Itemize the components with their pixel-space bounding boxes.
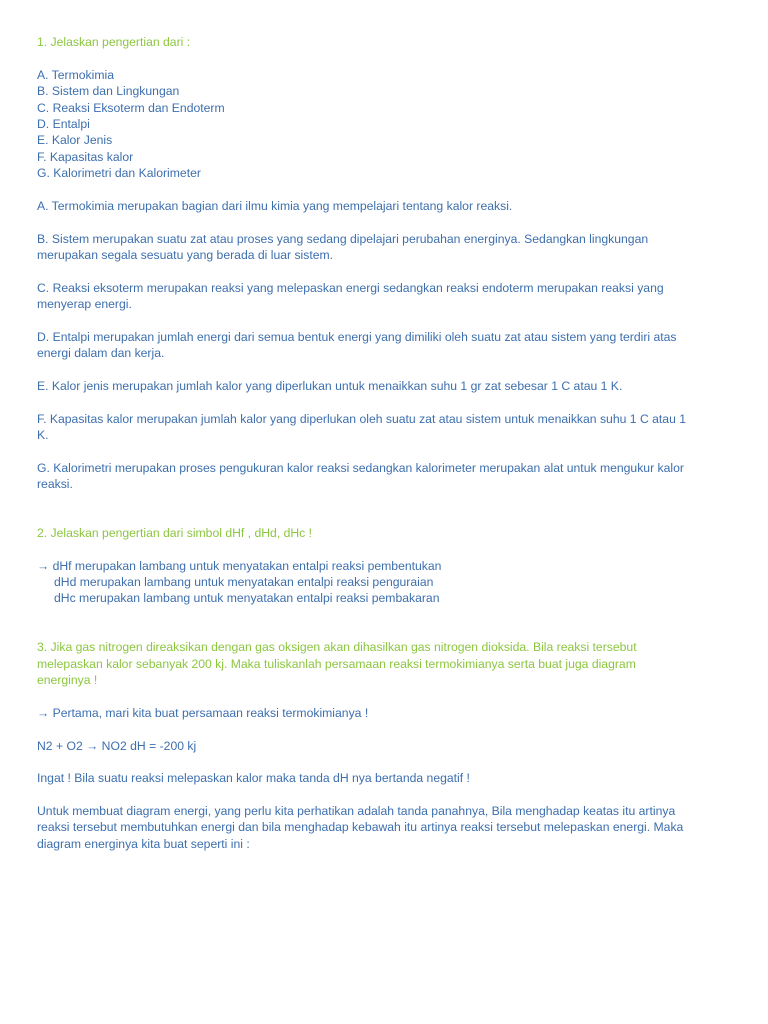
- answer-3-step: → Pertama, mari kita buat persamaan reaksi termokimianya !: [37, 706, 369, 720]
- answer-2-line1: → dHf merupakan lambang untuk menyatakan entalpi reaksi pembentukan: [37, 559, 442, 573]
- list-item: E. Kalor Jenis: [37, 133, 113, 147]
- answer-2-line2: dHd merupakan lambang untuk menyatakan entalpi reaksi penguraian: [54, 575, 434, 589]
- question-3-heading-line2: melepaskan kalor sebanyak 200 kj. Maka tuliskanlah persamaan reaksi termokimianya serta buat juga diagram: [37, 657, 636, 671]
- question-1-heading: 1. Jelaskan pengertian dari :: [37, 35, 191, 49]
- question-2-heading: 2. Jelaskan pengertian dari simbol dHf , dHd, dHc !: [37, 526, 313, 540]
- answer-2-line3: dHc merupakan lambang untuk menyatakan entalpi reaksi pembakaran: [54, 591, 440, 605]
- answer-g-line1: G. Kalorimetri merupakan proses pengukuran kalor reaksi sedangkan kalorimeter merupakan alat untuk mengukur kalor: [37, 461, 684, 475]
- list-item: D. Entalpi: [37, 117, 90, 131]
- list-item: G. Kalorimetri dan Kalorimeter: [37, 166, 201, 180]
- diagram-explanation-line3: diagram energinya kita buat seperti ini :: [37, 837, 250, 851]
- sign-note: Ingat ! Bila suatu reaksi melepaskan kalor maka tanda dH nya bertanda negatif !: [37, 771, 470, 785]
- question-3-heading-line1: 3. Jika gas nitrogen direaksikan dengan gas oksigen akan dihasilkan gas nitrogen dioksida. Bila reaksi tersebut: [37, 640, 637, 654]
- answer-f-line1: F. Kapasitas kalor merupakan jumlah kalor yang diperlukan oleh suatu zat atau sistem untuk menaikkan suhu 1 C atau 1: [37, 412, 687, 426]
- list-item: C. Reaksi Eksoterm dan Endoterm: [37, 101, 225, 115]
- answer-d-line2: energi dalam dan kerja.: [37, 346, 165, 360]
- answer-b-line2: merupakan segala sesuatu yang berada di luar sistem.: [37, 248, 334, 262]
- answer-b-line1: B. Sistem merupakan suatu zat atau proses yang sedang dipelajari perubahan energinya. Sedangkan lingkungan: [37, 232, 649, 246]
- answer-e: E. Kalor jenis merupakan jumlah kalor yang diperlukan untuk menaikkan suhu 1 gr zat sebesar 1 C atau 1 K.: [37, 379, 623, 393]
- list-item: B. Sistem dan Lingkungan: [37, 84, 180, 98]
- diagram-explanation-line1: Untuk membuat diagram energi, yang perlu kita perhatikan adalah tanda panahnya, Bila menghadap keatas itu artinya: [37, 804, 676, 818]
- list-item: A. Termokimia: [37, 68, 114, 82]
- answer-c-line1: C. Reaksi eksoterm merupakan reaksi yang melepaskan energi sedangkan reaksi endoterm merupakan reaksi yang: [37, 281, 664, 295]
- answer-d-line1: D. Entalpi merupakan jumlah energi dari semua bentuk energi yang dimiliki oleh suatu zat atau sistem yang terdiri atas: [37, 330, 677, 344]
- answer-g-line2: reaksi.: [37, 477, 73, 491]
- answer-f-line2: K.: [37, 428, 49, 442]
- diagram-explanation-line2: reaksi tersebut membutuhkan energi dan bila menghadap kebawah itu artinya reaksi tersebut melepaskan energi. Maka: [37, 820, 684, 834]
- list-item: F. Kapasitas kalor: [37, 150, 134, 164]
- question-3-heading-line3: energinya !: [37, 673, 98, 687]
- answer-a: A. Termokimia merupakan bagian dari ilmu kimia yang mempelajari tentang kalor reaksi.: [37, 199, 513, 213]
- answer-c-line2: menyerap energi.: [37, 297, 132, 311]
- thermochemical-equation: N2 + O2 → NO2 dH = -200 kj: [37, 739, 197, 753]
